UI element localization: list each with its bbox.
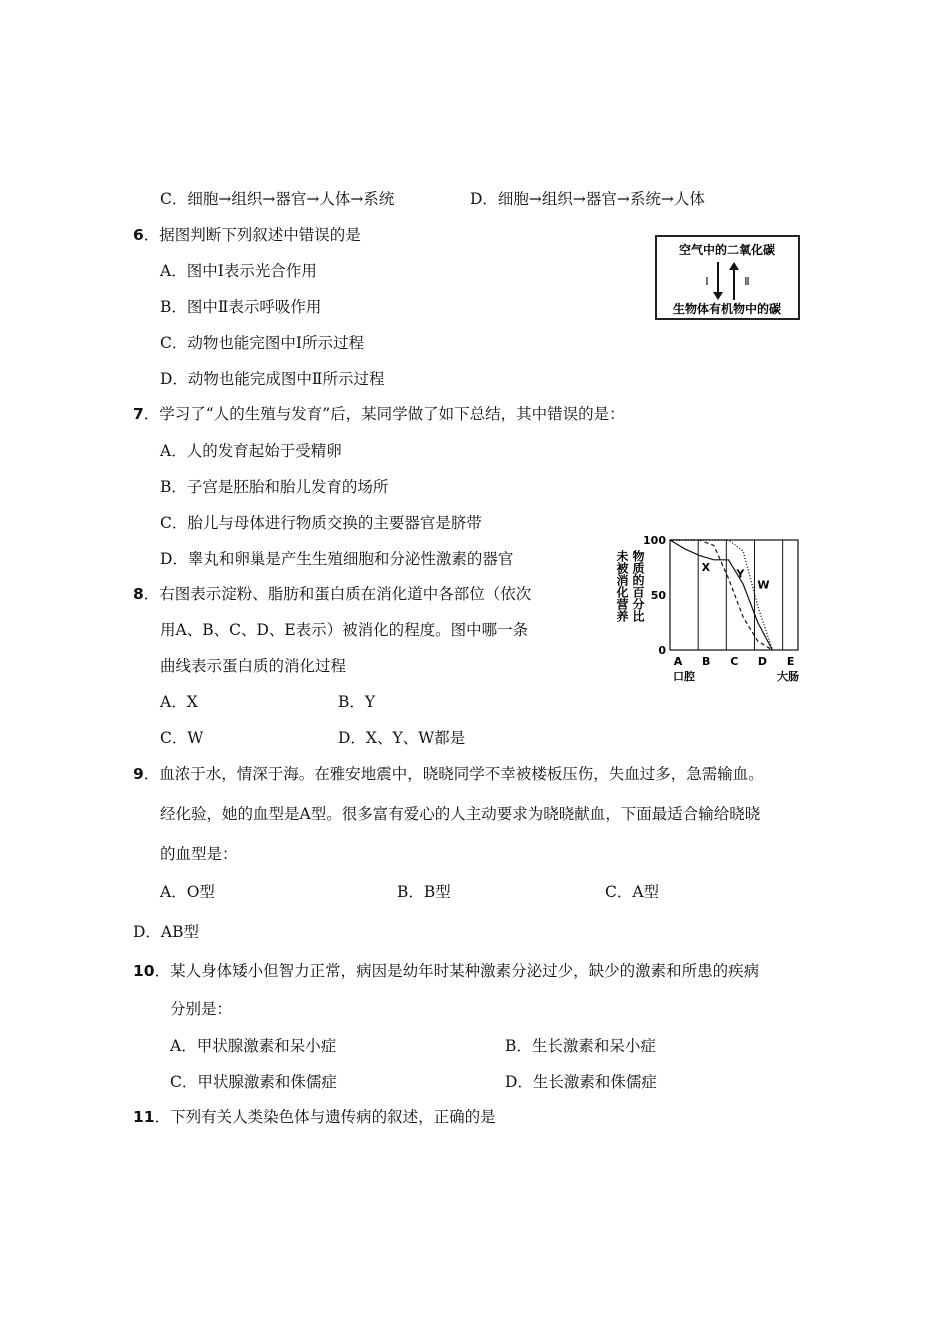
q5-option-d: D．细胞→组织→器官→系统→人体 bbox=[470, 190, 705, 208]
series-label-x: X bbox=[701, 560, 711, 574]
q8-stem-line-3: 曲线表示蛋白质的消化过程 bbox=[160, 657, 347, 675]
q8-option-c: C．W bbox=[160, 729, 204, 747]
arrow-label-II: Ⅱ bbox=[744, 275, 750, 288]
q9-stem-line-3: 的血型是： bbox=[160, 845, 238, 863]
q10-option-c: C．甲状腺激素和侏儒症 bbox=[170, 1073, 337, 1091]
q8-option-a: A．X bbox=[160, 693, 198, 711]
q9-option-d: D．AB型 bbox=[133, 923, 200, 941]
q7-stem-text: ．学习了“人的生殖与发育”后，某同学做了如下总结，其中错误的是： bbox=[143, 405, 625, 423]
q8-stem-line-2: 用A、B、C、D、E表示）被消化的程度。图中哪一条 bbox=[160, 621, 529, 639]
q11-stem bbox=[133, 1106, 496, 1128]
q9-stem-text-1: ．血浓于水，情深于海。在雅安地震中，晓晓同学不幸被楼板压伤，失血过多，急需输血。 bbox=[143, 765, 764, 783]
q10-option-d: D．生长激素和侏儒症 bbox=[505, 1073, 657, 1091]
q9-number: 9 bbox=[133, 765, 144, 783]
arrow-label-I: Ⅰ bbox=[705, 275, 709, 288]
q10-number: 10 bbox=[133, 962, 155, 980]
digestion-chart-svg bbox=[612, 526, 812, 682]
region-sublabel-mouth: 口腔 bbox=[673, 670, 695, 682]
q8-stem-text-1: ．右图表示淀粉、脂肪和蛋白质在消化道中各部位（依次 bbox=[143, 585, 532, 603]
q7-option-c: C．胎儿与母体进行物质交换的主要器官是脐带 bbox=[160, 514, 482, 532]
q6-stem-text: ．据图判断下列叙述中错误的是 bbox=[143, 226, 361, 244]
region-label: C bbox=[730, 655, 739, 668]
q9-option-b: B．B型 bbox=[397, 883, 451, 901]
q8-option-d: D．X、Y、W都是 bbox=[338, 729, 466, 747]
region-label: D bbox=[757, 655, 768, 668]
figure-bottom-label: 生物体有机物中的碳 bbox=[672, 302, 782, 316]
q6-option-c: C．动物也能完图中Ⅰ所示过程 bbox=[160, 334, 364, 352]
q6-number: 6 bbox=[133, 226, 144, 244]
series-line-y bbox=[670, 540, 772, 650]
q6-option-a: A．图中Ⅰ表示光合作用 bbox=[160, 262, 317, 280]
region-label: E bbox=[786, 655, 795, 668]
q10-stem-text-1: ．某人身体矮小但智力正常，病因是幼年时某种激素分泌过少，缺少的激素和所患的疾病 bbox=[154, 962, 760, 980]
digestion-chart bbox=[612, 526, 812, 682]
q10-stem-line-1 bbox=[133, 960, 759, 982]
q7-option-a: A．人的发育起始于受精卵 bbox=[160, 442, 342, 460]
q6-option-d: D．动物也能完成图中Ⅱ所示过程 bbox=[160, 370, 385, 388]
q5-option-c: C．细胞→组织→器官→人体→系统 bbox=[160, 190, 395, 208]
y-tick-label: 0 bbox=[658, 644, 666, 657]
q9-stem-line-1 bbox=[133, 763, 764, 785]
q8-option-b: B．Y bbox=[338, 693, 376, 711]
q11-stem-text: ．下列有关人类染色体与遗传病的叙述，正确的是 bbox=[154, 1108, 496, 1126]
q8-stem-line-1 bbox=[133, 583, 531, 605]
y-axis-label-1: 未被消化营养 bbox=[615, 550, 629, 622]
series-label-w: W bbox=[757, 578, 770, 592]
figure-top-label: 空气中的二氧化碳 bbox=[678, 243, 776, 257]
y-tick-label: 100 bbox=[643, 534, 666, 547]
q10-option-b: B．生长激素和呆小症 bbox=[505, 1037, 656, 1055]
chart-frame bbox=[670, 540, 798, 650]
carbon-cycle-figure bbox=[654, 234, 802, 322]
q10-stem-line-2: 分别是： bbox=[170, 1000, 233, 1018]
region-label: A bbox=[673, 655, 683, 668]
q9-option-c: C．A型 bbox=[605, 883, 660, 901]
q10-option-a: A．甲状腺激素和呆小症 bbox=[170, 1037, 337, 1055]
q6-option-b: B．图中Ⅱ表示呼吸作用 bbox=[160, 298, 322, 316]
q7-option-d: D．睾丸和卵巢是产生生殖细胞和分泌性激素的器官 bbox=[160, 550, 514, 568]
q8-number: 8 bbox=[133, 585, 144, 603]
region-label: B bbox=[701, 655, 711, 668]
q7-number: 7 bbox=[133, 405, 144, 423]
q7-option-b: B．子宫是胚胎和胎儿发育的场所 bbox=[160, 478, 389, 496]
y-tick-label: 50 bbox=[650, 589, 666, 602]
q11-number: 11 bbox=[133, 1108, 155, 1126]
series-line-w bbox=[670, 540, 772, 650]
series-label-y: Y bbox=[736, 567, 745, 581]
series-line-x bbox=[670, 540, 772, 650]
q7-stem bbox=[133, 403, 625, 425]
q9-stem-line-2: 经化验，她的血型是A型。很多富有爱心的人主动要求为晓晓献血，下面最适合输给晓晓 bbox=[160, 805, 761, 823]
q6-stem bbox=[133, 224, 361, 246]
q9-option-a: A．O型 bbox=[160, 883, 215, 901]
y-axis-label-2: 物质的百分比 bbox=[631, 550, 645, 622]
region-sublabel-large-intestine: 大肠 bbox=[777, 670, 799, 682]
